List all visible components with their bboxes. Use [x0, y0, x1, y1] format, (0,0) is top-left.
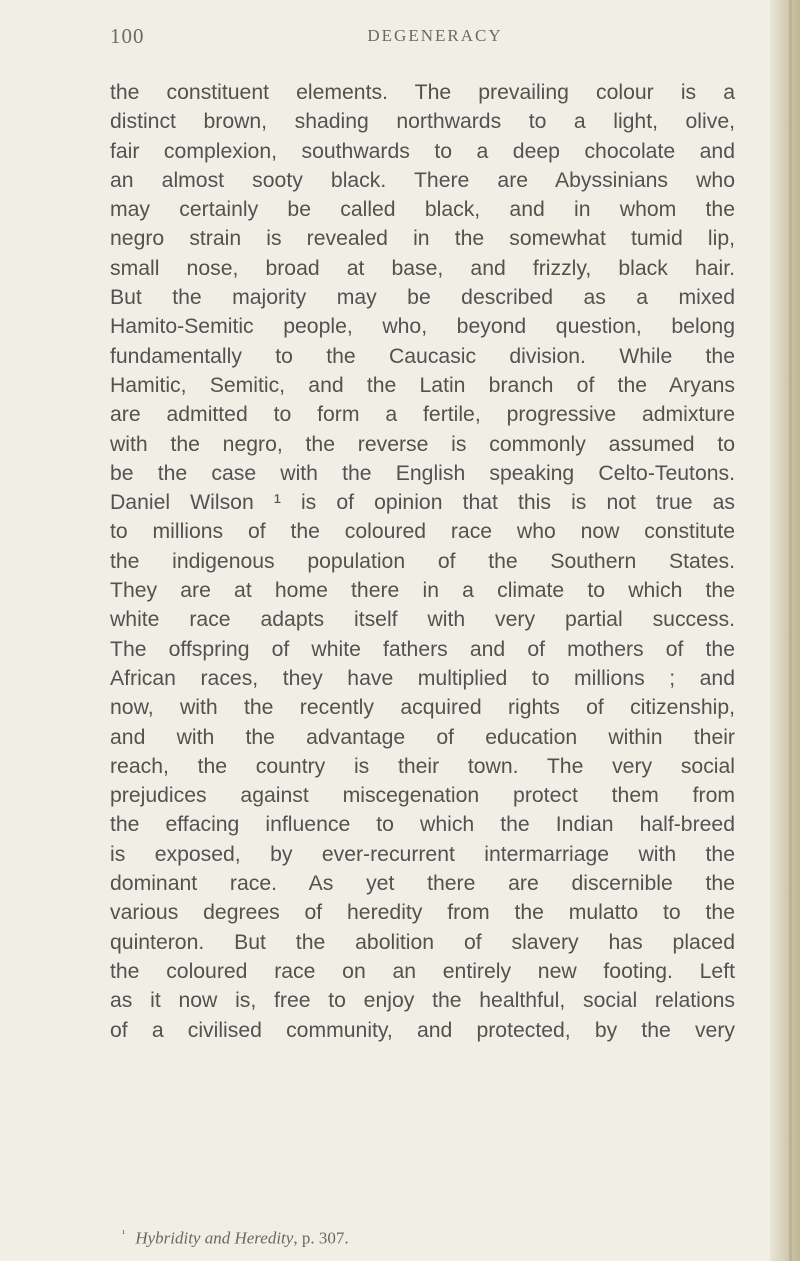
footnote-mark: ¹: [122, 1228, 126, 1240]
text-line: of a civilised community, and protected, by the very: [110, 1018, 735, 1042]
text-line: distinct brown, shading northwards to a light, olive,: [110, 110, 735, 134]
page-gutter: [770, 0, 800, 1261]
text-line: the indigenous population of the Southern States.: [110, 549, 735, 573]
text-line: be the case with the English speaking Celto-Teutons.: [110, 461, 735, 485]
text-line: The offspring of white fathers and of mothers of the: [110, 637, 735, 661]
text-line: are admitted to form a fertile, progressive admixture: [110, 403, 735, 427]
text-line: reach, the country is their town. The very social: [110, 754, 735, 778]
text-line: negro strain is revealed in the somewhat tumid lip,: [110, 227, 735, 251]
text-line: They are at home there in a climate to which the: [110, 579, 735, 603]
text-line: with the negro, the reverse is commonly assumed to: [110, 432, 735, 456]
text-line: small nose, broad at base, and frizzly, black hair.: [110, 256, 735, 280]
text-line: may certainly be called black, and in whom the: [110, 198, 735, 222]
text-line: and with the advantage of education within their: [110, 725, 735, 749]
footnote: [122, 1228, 722, 1249]
text-line: Hamitic, Semitic, and the Latin branch of the Aryans: [110, 373, 735, 397]
footnote-citation: , p. 307.: [293, 1228, 349, 1248]
text-line: But the majority may be described as a mixed: [110, 286, 735, 310]
text-line: is exposed, by ever-recurrent intermarriage with the: [110, 842, 735, 866]
text-line: African races, they have multiplied to millions ; and: [110, 666, 735, 690]
text-line: as it now is, free to enjoy the healthful, social relations: [110, 989, 735, 1013]
footnote-title: Hybridity and Heredity: [135, 1228, 294, 1248]
text-line: fundamentally to the Caucasic division. While the: [110, 344, 735, 368]
page-header: [110, 24, 740, 54]
text-line: the constituent elements. The prevailing colour is a: [110, 81, 735, 104]
text-line: quinteron. But the abolition of slavery has placed: [110, 930, 735, 954]
body-text: [110, 78, 735, 1045]
text-line: now, with the recently acquired rights of citizenship,: [110, 696, 735, 720]
text-line: to millions of the coloured race who now constitute: [110, 520, 735, 544]
text-line: Daniel Wilson ¹ is of opinion that this is not true as: [110, 491, 735, 515]
text-line: the coloured race on an entirely new footing. Left: [110, 959, 735, 983]
text-line: the effacing influence to which the Indian half-breed: [110, 813, 735, 837]
text-line: various degrees of heredity from the mulatto to the: [110, 901, 735, 925]
text-line: fair complexion, southwards to a deep chocolate and: [110, 139, 735, 163]
gutter-shadow: [789, 0, 792, 1261]
text-line: white race adapts itself with very partial success.: [110, 608, 735, 632]
text-line: Hamito-Semitic people, who, beyond question, belong: [110, 315, 735, 339]
page-number: 100: [110, 24, 145, 48]
text-line: prejudices against miscegenation protect them from: [110, 784, 735, 808]
text-line: dominant race. As yet there are discernible the: [110, 872, 735, 896]
running-head: DEGENERACY: [367, 26, 503, 45]
text-line: an almost sooty black. There are Abyssinians who: [110, 168, 735, 192]
